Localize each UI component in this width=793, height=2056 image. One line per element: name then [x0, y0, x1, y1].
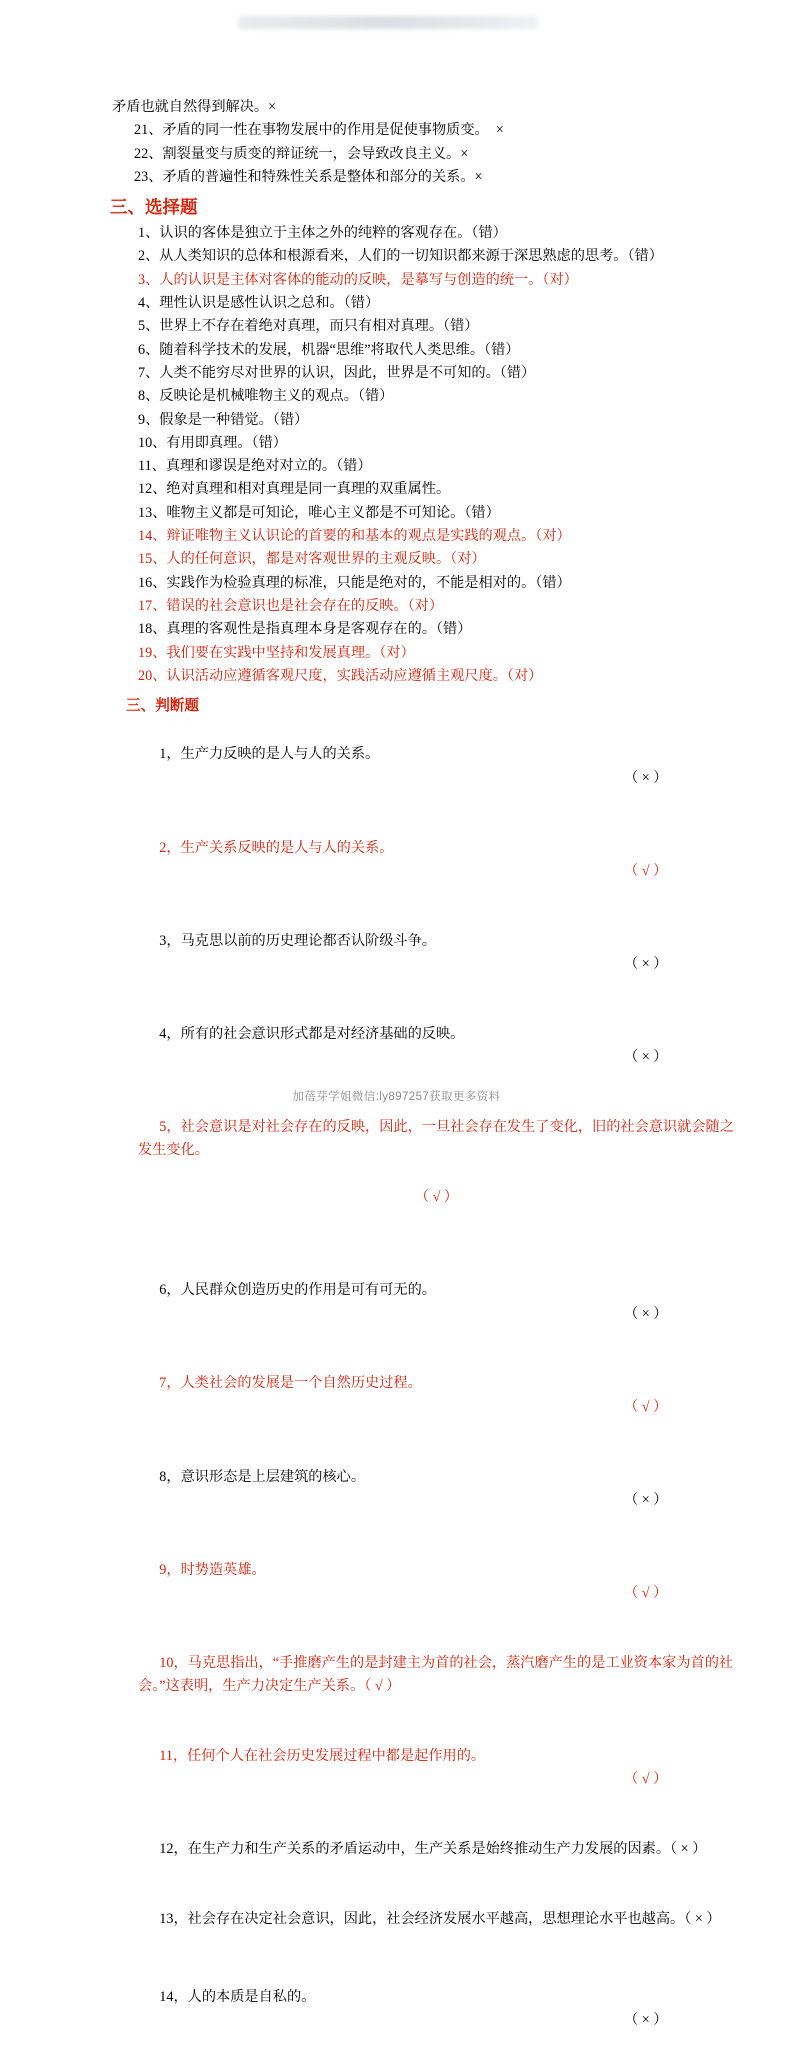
tf-question-text: 3，马克思以前的历史理论都否认阶级斗争。 [159, 932, 436, 949]
tf-question-text: 14，人的本质是自私的。 [159, 1989, 316, 2006]
list-item: 16、实践作为检验真理的标准，只能是绝对的，不能是相对的。（错） [138, 574, 571, 591]
tf-question-text: 9，时势造英雄。 [159, 1561, 266, 1578]
list-item: 9、假象是一种错觉。（错） [138, 411, 309, 428]
text-line: 22、割裂量变与质变的辩证统一，会导致改良主义。× [134, 145, 469, 162]
list-item: 18、真理的客观性是指真理本身是客观存在的。（错） [138, 621, 472, 638]
text-line: 21、矛盾的同一性在事物发展中的作用是促使事物质变。 × [134, 122, 504, 139]
list-item: 13、唯物主义都是可知论，唯心主义都是不可知论。（错） [138, 504, 500, 521]
list-item: 2、从人类知识的总体和根源看来，人们的一切知识都来源于深思熟虑的思考。（错） [138, 248, 663, 265]
list-item: 4、理性认识是感性认识之总和。（错） [138, 295, 380, 312]
list-item: 1、认识的客体是独立于主体之外的纯粹的客观存在。（错） [138, 225, 507, 242]
list-item [112, 1815, 735, 1885]
list-item: 14、辩证唯物主义认识论的首要的和基本的观点是实践的观点。（对） [138, 528, 571, 545]
list-item: 20、认识活动应遵循客观尺度，实践活动应遵循主观尺度。（对） [138, 667, 543, 684]
section-heading-choice: 三、选择题 [110, 197, 198, 218]
tf-answer-mark: （ √ ） [624, 1398, 668, 1415]
list-item: 17、错误的社会意识也是社会存在的反映。（对） [138, 597, 444, 614]
tf-answer-mark: （ × ） [624, 2012, 668, 2029]
list-item [112, 1256, 735, 1349]
tf-answer-mark: （ √ ） [624, 1771, 668, 1788]
list-item: 12、绝对真理和相对真理是同一真理的双重属性。 [138, 481, 451, 498]
list-item [112, 720, 735, 813]
list-item [112, 1722, 735, 1815]
tf-answer-mark: （ × ） [624, 1305, 668, 1322]
list-item: 15、人的任何意识，都是对客观世界的主观反映。（对） [138, 551, 486, 568]
tf-question-text: 11，任何个人在社会历史发展过程中都是起作用的。 [159, 1748, 486, 1765]
list-item: 7、人类不能穷尽对世界的认识，因此，世界是不可知的。（错） [138, 364, 536, 381]
section-heading-truefalse: 三、判断题 [126, 698, 199, 715]
tf-answer-mark: （ × ） [624, 1049, 668, 1066]
choice-question-list [112, 222, 735, 688]
scan-artifact [238, 16, 538, 29]
list-item [112, 1885, 735, 1955]
tf-question-text: 5，社会意识是对社会存在的反映，因此，一旦社会存在发生了变化，旧的社会意识就会随之发生变化。 [138, 1119, 734, 1159]
tf-answer-mark: （ √ ） [414, 1189, 459, 1206]
tf-question-text: 13，社会存在决定社会意识，因此，社会经济发展水平越高，思想理论水平也越高。（ × ） [159, 1911, 721, 1928]
list-item: 8、反映论是机械唯物主义的观点。（错） [138, 388, 394, 405]
list-item [112, 1093, 735, 1256]
list-item: 6、随着科学技术的发展，机器“思维”将取代人类思维。（错） [138, 341, 520, 358]
tf-answer-mark: （ √ ） [624, 1585, 668, 1602]
footer-watermark: 加蓓芽学姐微信:ly897257获取更多资料 [292, 1091, 501, 1103]
list-item [112, 1629, 735, 1722]
text-line: 矛盾也就自然得到解决。× [112, 99, 277, 115]
tf-answer-mark: （ × ） [624, 769, 668, 786]
list-item [112, 1963, 735, 2056]
list-item [112, 1442, 735, 1535]
tf-question-text: 6，人民群众创造历史的作用是可有可无的。 [159, 1282, 436, 1299]
tf-answer-mark: （ √ ） [624, 862, 668, 879]
top-partial-block [112, 96, 735, 189]
list-item: 10、有用即真理。（错） [138, 434, 287, 451]
list-item [112, 1536, 735, 1629]
tf-question-text: 1，生产力反映的是人与人的关系。 [159, 746, 380, 763]
list-item: 5、世界上不存在着绝对真理，而只有相对真理。（错） [138, 318, 479, 335]
tf-answer-mark: （ × ） [624, 956, 668, 973]
list-item [112, 1349, 735, 1442]
tf-answer-mark: （ × ） [624, 1491, 668, 1508]
text-line: 23、矛盾的普遍性和特殊性关系是整体和部分的关系。× [134, 168, 483, 185]
tf-question-text: 8，意识形态是上层建筑的核心。 [159, 1468, 366, 1485]
list-item [112, 907, 735, 1000]
tf-question-text: 2，生产关系反映的是人与人的关系。 [159, 839, 394, 856]
list-item [112, 1000, 735, 1093]
list-item: 11、真理和谬误是绝对对立的。（错） [138, 458, 372, 475]
tf-question-text: 7，人类社会的发展是一个自然历史过程。 [159, 1375, 422, 1392]
list-item [112, 813, 735, 906]
tf-question-text: 10，马克思指出，“手推磨产生的是封建主为首的社会，蒸汽磨产生的是工业资本家为首的社会。”这表明，生产力决定生产关系。（ √ ） [138, 1655, 734, 1695]
list-item: 3、人的认识是主体对客体的能动的反映，是摹写与创造的统一。（对） [138, 271, 578, 288]
list-item: 19、我们要在实践中坚持和发展真理。（对） [138, 644, 415, 661]
tf-question-text: 12，在生产力和生产关系的矛盾运动中，生产关系是始终推动生产力发展的因素。（ × ） [159, 1841, 707, 1858]
tf-question-text: 4，所有的社会意识形式都是对经济基础的反映。 [159, 1025, 465, 1042]
truefalse-question-list [112, 720, 735, 2056]
